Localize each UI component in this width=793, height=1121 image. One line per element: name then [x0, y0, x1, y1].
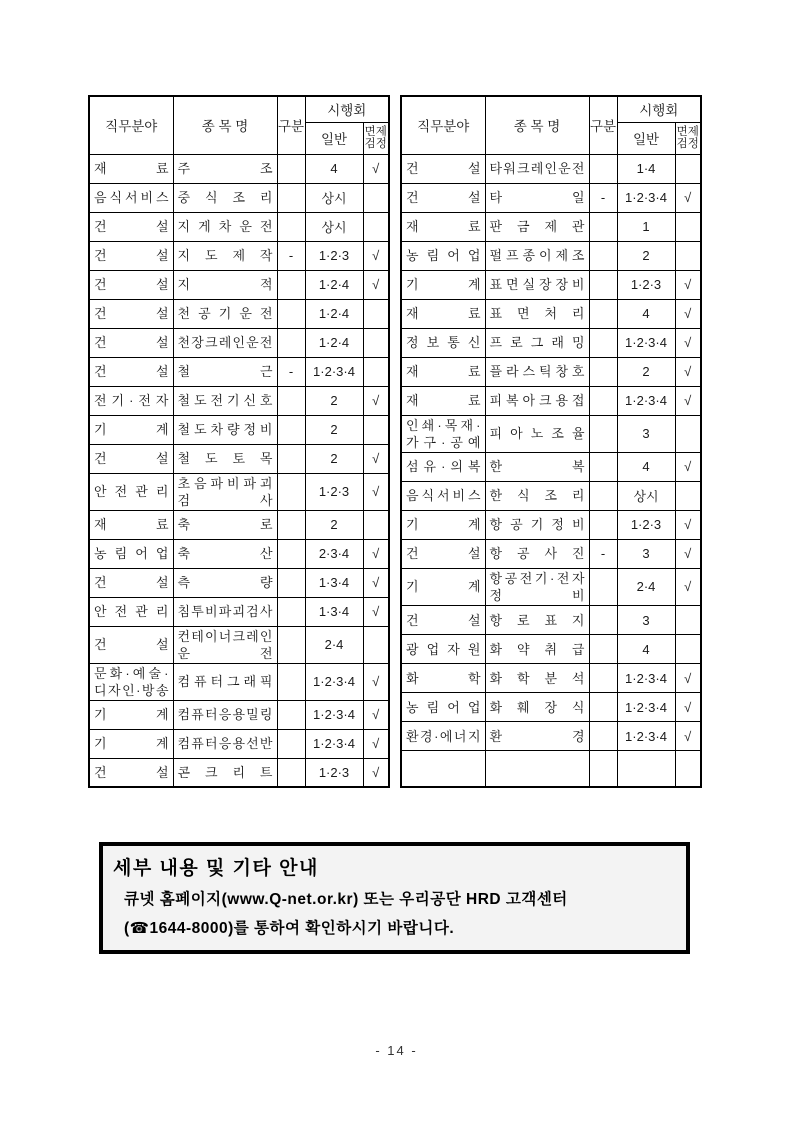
division-cell: [589, 415, 617, 452]
name-cell: 화 약 취 급: [485, 635, 589, 664]
exam-row: [401, 154, 701, 183]
exam-row: [401, 299, 701, 328]
header-division: 구분: [589, 96, 617, 154]
exempt-check-cell: √: [675, 299, 701, 328]
general-round-cell: 1·3·4: [305, 568, 363, 597]
field-cell: 기 계: [401, 510, 485, 539]
exempt-check-cell: [363, 328, 389, 357]
name-cell: 판 금 제 관: [485, 212, 589, 241]
division-cell: [589, 510, 617, 539]
division-cell: [589, 270, 617, 299]
field-cell: 재 료: [401, 299, 485, 328]
exam-row: [401, 386, 701, 415]
division-cell: [277, 444, 305, 473]
exempt-check-cell: √: [363, 663, 389, 700]
division-cell: [277, 700, 305, 729]
header-field: 직무분야: [401, 96, 485, 154]
exempt-check-cell: √: [675, 568, 701, 605]
exam-row: [401, 635, 701, 664]
exam-schedule-table-left: [88, 95, 390, 788]
header-row-1: [401, 96, 701, 122]
header-general: 일반: [617, 122, 675, 154]
field-cell: 재 료: [89, 154, 173, 183]
general-round-cell: 2: [305, 386, 363, 415]
exam-row: [89, 700, 389, 729]
field-cell: [401, 751, 485, 787]
division-cell: [277, 758, 305, 787]
division-cell: [589, 722, 617, 751]
exempt-check-cell: √: [363, 539, 389, 568]
general-round-cell: 1·2·4: [305, 299, 363, 328]
name-cell: 컨 테 이 너 크 레 인 운 전: [173, 626, 277, 663]
field-cell: 건 설: [89, 270, 173, 299]
exam-row: [89, 626, 389, 663]
exempt-check-cell: [363, 357, 389, 386]
division-cell: [277, 539, 305, 568]
empty-filler-row: [401, 751, 701, 787]
exempt-check-cell: √: [363, 241, 389, 270]
exam-row: [89, 729, 389, 758]
division-cell: -: [589, 539, 617, 568]
field-cell: 농 림 어 업: [89, 539, 173, 568]
name-cell: 항 공 기 정 비: [485, 510, 589, 539]
field-cell: 기 계: [401, 270, 485, 299]
field-cell: 건 설: [89, 241, 173, 270]
division-cell: [277, 212, 305, 241]
name-cell: 표 면 처 리: [485, 299, 589, 328]
field-cell: 안 전 관 리: [89, 473, 173, 510]
name-cell: 피 복 아 크 용 접: [485, 386, 589, 415]
exempt-check-cell: √: [363, 270, 389, 299]
general-round-cell: 4: [617, 299, 675, 328]
division-cell: [589, 386, 617, 415]
general-round-cell: 1·2·3·4: [617, 183, 675, 212]
exempt-check-cell: [363, 212, 389, 241]
exam-row: [401, 606, 701, 635]
header-name: 종 목 명: [485, 96, 589, 154]
general-round-cell: 2: [617, 241, 675, 270]
field-cell: 건 설: [89, 444, 173, 473]
header-name: 종 목 명: [173, 96, 277, 154]
exam-row: [401, 693, 701, 722]
name-cell: 한 복: [485, 452, 589, 481]
general-round-cell: 상시: [305, 183, 363, 212]
general-round-cell: 1·2·3·4: [617, 722, 675, 751]
name-cell: 축 로: [173, 510, 277, 539]
exam-row: [89, 473, 389, 510]
header-session: 시행회: [305, 96, 389, 122]
exam-row: [89, 241, 389, 270]
exempt-check-cell: [675, 415, 701, 452]
exam-schedule-table-right: [400, 95, 702, 788]
general-round-cell: 1·2·3·4: [305, 729, 363, 758]
name-cell: 지 적: [173, 270, 277, 299]
name-cell: 컴 퓨 터 응 용 선 반: [173, 729, 277, 758]
field-cell: 건 설: [401, 183, 485, 212]
general-round-cell: 1·2·3: [305, 241, 363, 270]
general-round-cell: 4: [617, 635, 675, 664]
name-cell: 항 공 전 기 · 전 자 정 비: [485, 568, 589, 605]
division-cell: [277, 183, 305, 212]
division-cell: [277, 415, 305, 444]
general-round-cell: 4: [305, 154, 363, 183]
name-cell: 컴 퓨 터 응 용 밀 링: [173, 700, 277, 729]
exam-row: [89, 539, 389, 568]
name-cell: 철 도 토 목: [173, 444, 277, 473]
general-round-cell: 4: [617, 452, 675, 481]
header-general: 일반: [305, 122, 363, 154]
exam-row: [89, 597, 389, 626]
exempt-check-cell: √: [363, 758, 389, 787]
name-cell: 천 공 기 운 전: [173, 299, 277, 328]
exempt-check-cell: [675, 154, 701, 183]
name-cell: 타 일: [485, 183, 589, 212]
division-cell: [589, 606, 617, 635]
exempt-check-cell: [363, 510, 389, 539]
field-cell: 기 계: [89, 700, 173, 729]
name-cell: 피 아 노 조 율: [485, 415, 589, 452]
general-round-cell: 2: [305, 415, 363, 444]
field-cell: 재 료: [401, 357, 485, 386]
exam-row: [89, 357, 389, 386]
general-round-cell: 1·2·3·4: [617, 386, 675, 415]
name-cell: 환 경: [485, 722, 589, 751]
general-round-cell: 1·4: [617, 154, 675, 183]
exam-row: [89, 386, 389, 415]
exam-row: [401, 328, 701, 357]
exam-row: [401, 481, 701, 510]
notice-title: 세부 내용 및 기타 안내: [113, 858, 319, 879]
general-round-cell: 1·2·3·4: [617, 693, 675, 722]
exam-row: [89, 444, 389, 473]
field-cell: 화 학: [401, 664, 485, 693]
exempt-check-cell: √: [675, 452, 701, 481]
exam-row: [89, 328, 389, 357]
field-cell: 건 설: [89, 758, 173, 787]
name-cell: 철 근: [173, 357, 277, 386]
exam-row: [401, 539, 701, 568]
exempt-check-cell: [363, 415, 389, 444]
general-round-cell: 1·2·3: [617, 510, 675, 539]
header-division: 구분: [277, 96, 305, 154]
field-cell: 농 림 어 업: [401, 693, 485, 722]
name-cell: 펄 프 종 이 제 조: [485, 241, 589, 270]
general-round-cell: 1·2·3: [617, 270, 675, 299]
header-row-1: [89, 96, 389, 122]
field-cell: 농 림 어 업: [401, 241, 485, 270]
general-round-cell: 1·2·3·4: [617, 328, 675, 357]
exempt-check-cell: [363, 299, 389, 328]
division-cell: [277, 597, 305, 626]
exam-row: [89, 568, 389, 597]
division-cell: [277, 299, 305, 328]
division-cell: [277, 510, 305, 539]
exempt-check-cell: [675, 606, 701, 635]
field-cell: 문 화 · 예 술 · 디 자 인 · 방 송: [89, 663, 173, 700]
general-round-cell: 1·2·3·4: [305, 663, 363, 700]
name-cell: 중 식 조 리: [173, 183, 277, 212]
general-round-cell: 2·4: [617, 568, 675, 605]
division-cell: [589, 212, 617, 241]
field-cell: 섬 유 · 의 복: [401, 452, 485, 481]
name-cell: 플 라 스 틱 창 호: [485, 357, 589, 386]
general-round-cell: 3: [617, 415, 675, 452]
general-round-cell: 1·3·4: [305, 597, 363, 626]
general-round-cell: 1·2·4: [305, 328, 363, 357]
header-exempt: 면제 검정: [675, 122, 701, 154]
notice-box: [99, 842, 690, 954]
exempt-check-cell: √: [675, 328, 701, 357]
exam-row: [89, 270, 389, 299]
field-cell: 건 설: [401, 154, 485, 183]
field-cell: 건 설: [89, 568, 173, 597]
general-round-cell: 2: [305, 444, 363, 473]
field-cell: 광 업 자 원: [401, 635, 485, 664]
division-cell: [277, 626, 305, 663]
name-cell: 컴 퓨 터 그 래 픽: [173, 663, 277, 700]
division-cell: [589, 635, 617, 664]
exempt-check-cell: √: [675, 664, 701, 693]
field-cell: 건 설: [401, 606, 485, 635]
division-cell: [589, 693, 617, 722]
field-cell: 안 전 관 리: [89, 597, 173, 626]
general-round-cell: 1·2·3·4: [305, 700, 363, 729]
general-round-cell: [617, 751, 675, 787]
exempt-check-cell: [675, 212, 701, 241]
name-cell: 지 도 제 작: [173, 241, 277, 270]
notice-line-1: 큐넷 홈페이지(www.Q-net.or.kr) 또는 우리공단 HRD 고객센터: [124, 891, 568, 908]
division-cell: -: [277, 241, 305, 270]
field-cell: 전 기 · 전 자: [89, 386, 173, 415]
exempt-check-cell: √: [675, 357, 701, 386]
name-cell: 프 로 그 래 밍: [485, 328, 589, 357]
field-cell: 기 계: [89, 415, 173, 444]
division-cell: [589, 568, 617, 605]
name-cell: 초 음 파 비 파 괴 검 사: [173, 473, 277, 510]
exam-row: [401, 452, 701, 481]
field-cell: 정 보 통 신: [401, 328, 485, 357]
exam-row: [401, 212, 701, 241]
exempt-check-cell: √: [363, 154, 389, 183]
name-cell: 화 훼 장 식: [485, 693, 589, 722]
exam-row: [89, 415, 389, 444]
name-cell: 주 조: [173, 154, 277, 183]
field-cell: 재 료: [401, 212, 485, 241]
exam-row: [89, 510, 389, 539]
exam-row: [89, 299, 389, 328]
name-cell: 타 워 크 레 인 운 전: [485, 154, 589, 183]
general-round-cell: 2: [305, 510, 363, 539]
exempt-check-cell: √: [675, 539, 701, 568]
name-cell: 천 장 크 레 인 운 전: [173, 328, 277, 357]
division-cell: [277, 386, 305, 415]
name-cell: 항 로 표 지: [485, 606, 589, 635]
exempt-check-cell: √: [675, 722, 701, 751]
division-cell: [589, 299, 617, 328]
field-cell: 음 식 서 비 스: [89, 183, 173, 212]
division-cell: [589, 452, 617, 481]
exam-row: [401, 415, 701, 452]
exempt-check-cell: √: [363, 700, 389, 729]
exam-tables-container: [88, 95, 702, 788]
field-cell: 건 설: [89, 626, 173, 663]
general-round-cell: 3: [617, 606, 675, 635]
general-round-cell: 2·4: [305, 626, 363, 663]
exam-row: [401, 241, 701, 270]
notice-line-2: (☎1644-8000)를 통하여 확인하시기 바랍니다.: [124, 920, 455, 937]
exam-row: [401, 357, 701, 386]
name-cell: 항 공 사 진: [485, 539, 589, 568]
field-cell: 건 설: [89, 328, 173, 357]
exempt-check-cell: √: [675, 693, 701, 722]
exam-row: [89, 212, 389, 241]
exempt-check-cell: √: [363, 568, 389, 597]
division-cell: -: [277, 357, 305, 386]
division-cell: [589, 241, 617, 270]
exam-row: [401, 664, 701, 693]
general-round-cell: 1·2·4: [305, 270, 363, 299]
general-round-cell: 1·2·3: [305, 758, 363, 787]
general-round-cell: 1: [617, 212, 675, 241]
division-cell: [589, 328, 617, 357]
division-cell: [277, 328, 305, 357]
division-cell: [277, 568, 305, 597]
exam-row: [89, 183, 389, 212]
exempt-check-cell: √: [675, 386, 701, 415]
field-cell: 건 설: [89, 299, 173, 328]
field-cell: 인 쇄 · 목 재 · 가 구 · 공 예: [401, 415, 485, 452]
name-cell: 철 도 전 기 신 호: [173, 386, 277, 415]
general-round-cell: 1·2·3: [305, 473, 363, 510]
name-cell: 침 투 비 파 괴 검 사: [173, 597, 277, 626]
general-round-cell: 3: [617, 539, 675, 568]
name-cell: 화 학 분 석: [485, 664, 589, 693]
exempt-check-cell: √: [363, 729, 389, 758]
division-cell: [277, 729, 305, 758]
general-round-cell: 2·3·4: [305, 539, 363, 568]
name-cell: 한 식 조 리: [485, 481, 589, 510]
division-cell: [277, 663, 305, 700]
field-cell: 음 식 서 비 스: [401, 481, 485, 510]
exempt-check-cell: [363, 183, 389, 212]
exempt-check-cell: [675, 635, 701, 664]
name-cell: 지 게 차 운 전: [173, 212, 277, 241]
exempt-check-cell: √: [363, 444, 389, 473]
field-cell: 건 설: [89, 357, 173, 386]
division-cell: [277, 473, 305, 510]
field-cell: 재 료: [401, 386, 485, 415]
exempt-check-cell: [363, 626, 389, 663]
exempt-check-cell: √: [675, 270, 701, 299]
exempt-check-cell: [675, 241, 701, 270]
exam-row: [401, 722, 701, 751]
general-round-cell: 상시: [305, 212, 363, 241]
exempt-check-cell: √: [363, 597, 389, 626]
division-cell: [589, 154, 617, 183]
exempt-check-cell: [675, 751, 701, 787]
division-cell: [589, 664, 617, 693]
general-round-cell: 상시: [617, 481, 675, 510]
exam-row: [89, 663, 389, 700]
general-round-cell: 1·2·3·4: [617, 664, 675, 693]
exempt-check-cell: √: [675, 510, 701, 539]
division-cell: [589, 751, 617, 787]
exempt-check-cell: √: [363, 386, 389, 415]
field-cell: 기 계: [401, 568, 485, 605]
exempt-check-cell: [675, 481, 701, 510]
general-round-cell: 1·2·3·4: [305, 357, 363, 386]
name-cell: 철 도 차 량 정 비: [173, 415, 277, 444]
exam-row: [89, 154, 389, 183]
division-cell: [589, 357, 617, 386]
name-cell: 콘 크 리 트: [173, 758, 277, 787]
division-cell: [277, 270, 305, 299]
exam-row: [401, 510, 701, 539]
exempt-check-cell: √: [363, 473, 389, 510]
division-cell: -: [589, 183, 617, 212]
exam-row: [401, 568, 701, 605]
field-cell: 환 경 · 에 너 지: [401, 722, 485, 751]
exam-row: [401, 270, 701, 299]
name-cell: 표 면 실 장 장 비: [485, 270, 589, 299]
header-session: 시행회: [617, 96, 701, 122]
field-cell: 건 설: [89, 212, 173, 241]
division-cell: [589, 481, 617, 510]
name-cell: [485, 751, 589, 787]
general-round-cell: 2: [617, 357, 675, 386]
exam-row: [89, 758, 389, 787]
page-number: - 14 -: [375, 1043, 418, 1058]
name-cell: 측 량: [173, 568, 277, 597]
field-cell: 건 설: [401, 539, 485, 568]
field-cell: 기 계: [89, 729, 173, 758]
exam-row: [401, 183, 701, 212]
header-field: 직무분야: [89, 96, 173, 154]
exempt-check-cell: √: [675, 183, 701, 212]
division-cell: [277, 154, 305, 183]
name-cell: 축 산: [173, 539, 277, 568]
header-exempt: 면제 검정: [363, 122, 389, 154]
field-cell: 재 료: [89, 510, 173, 539]
